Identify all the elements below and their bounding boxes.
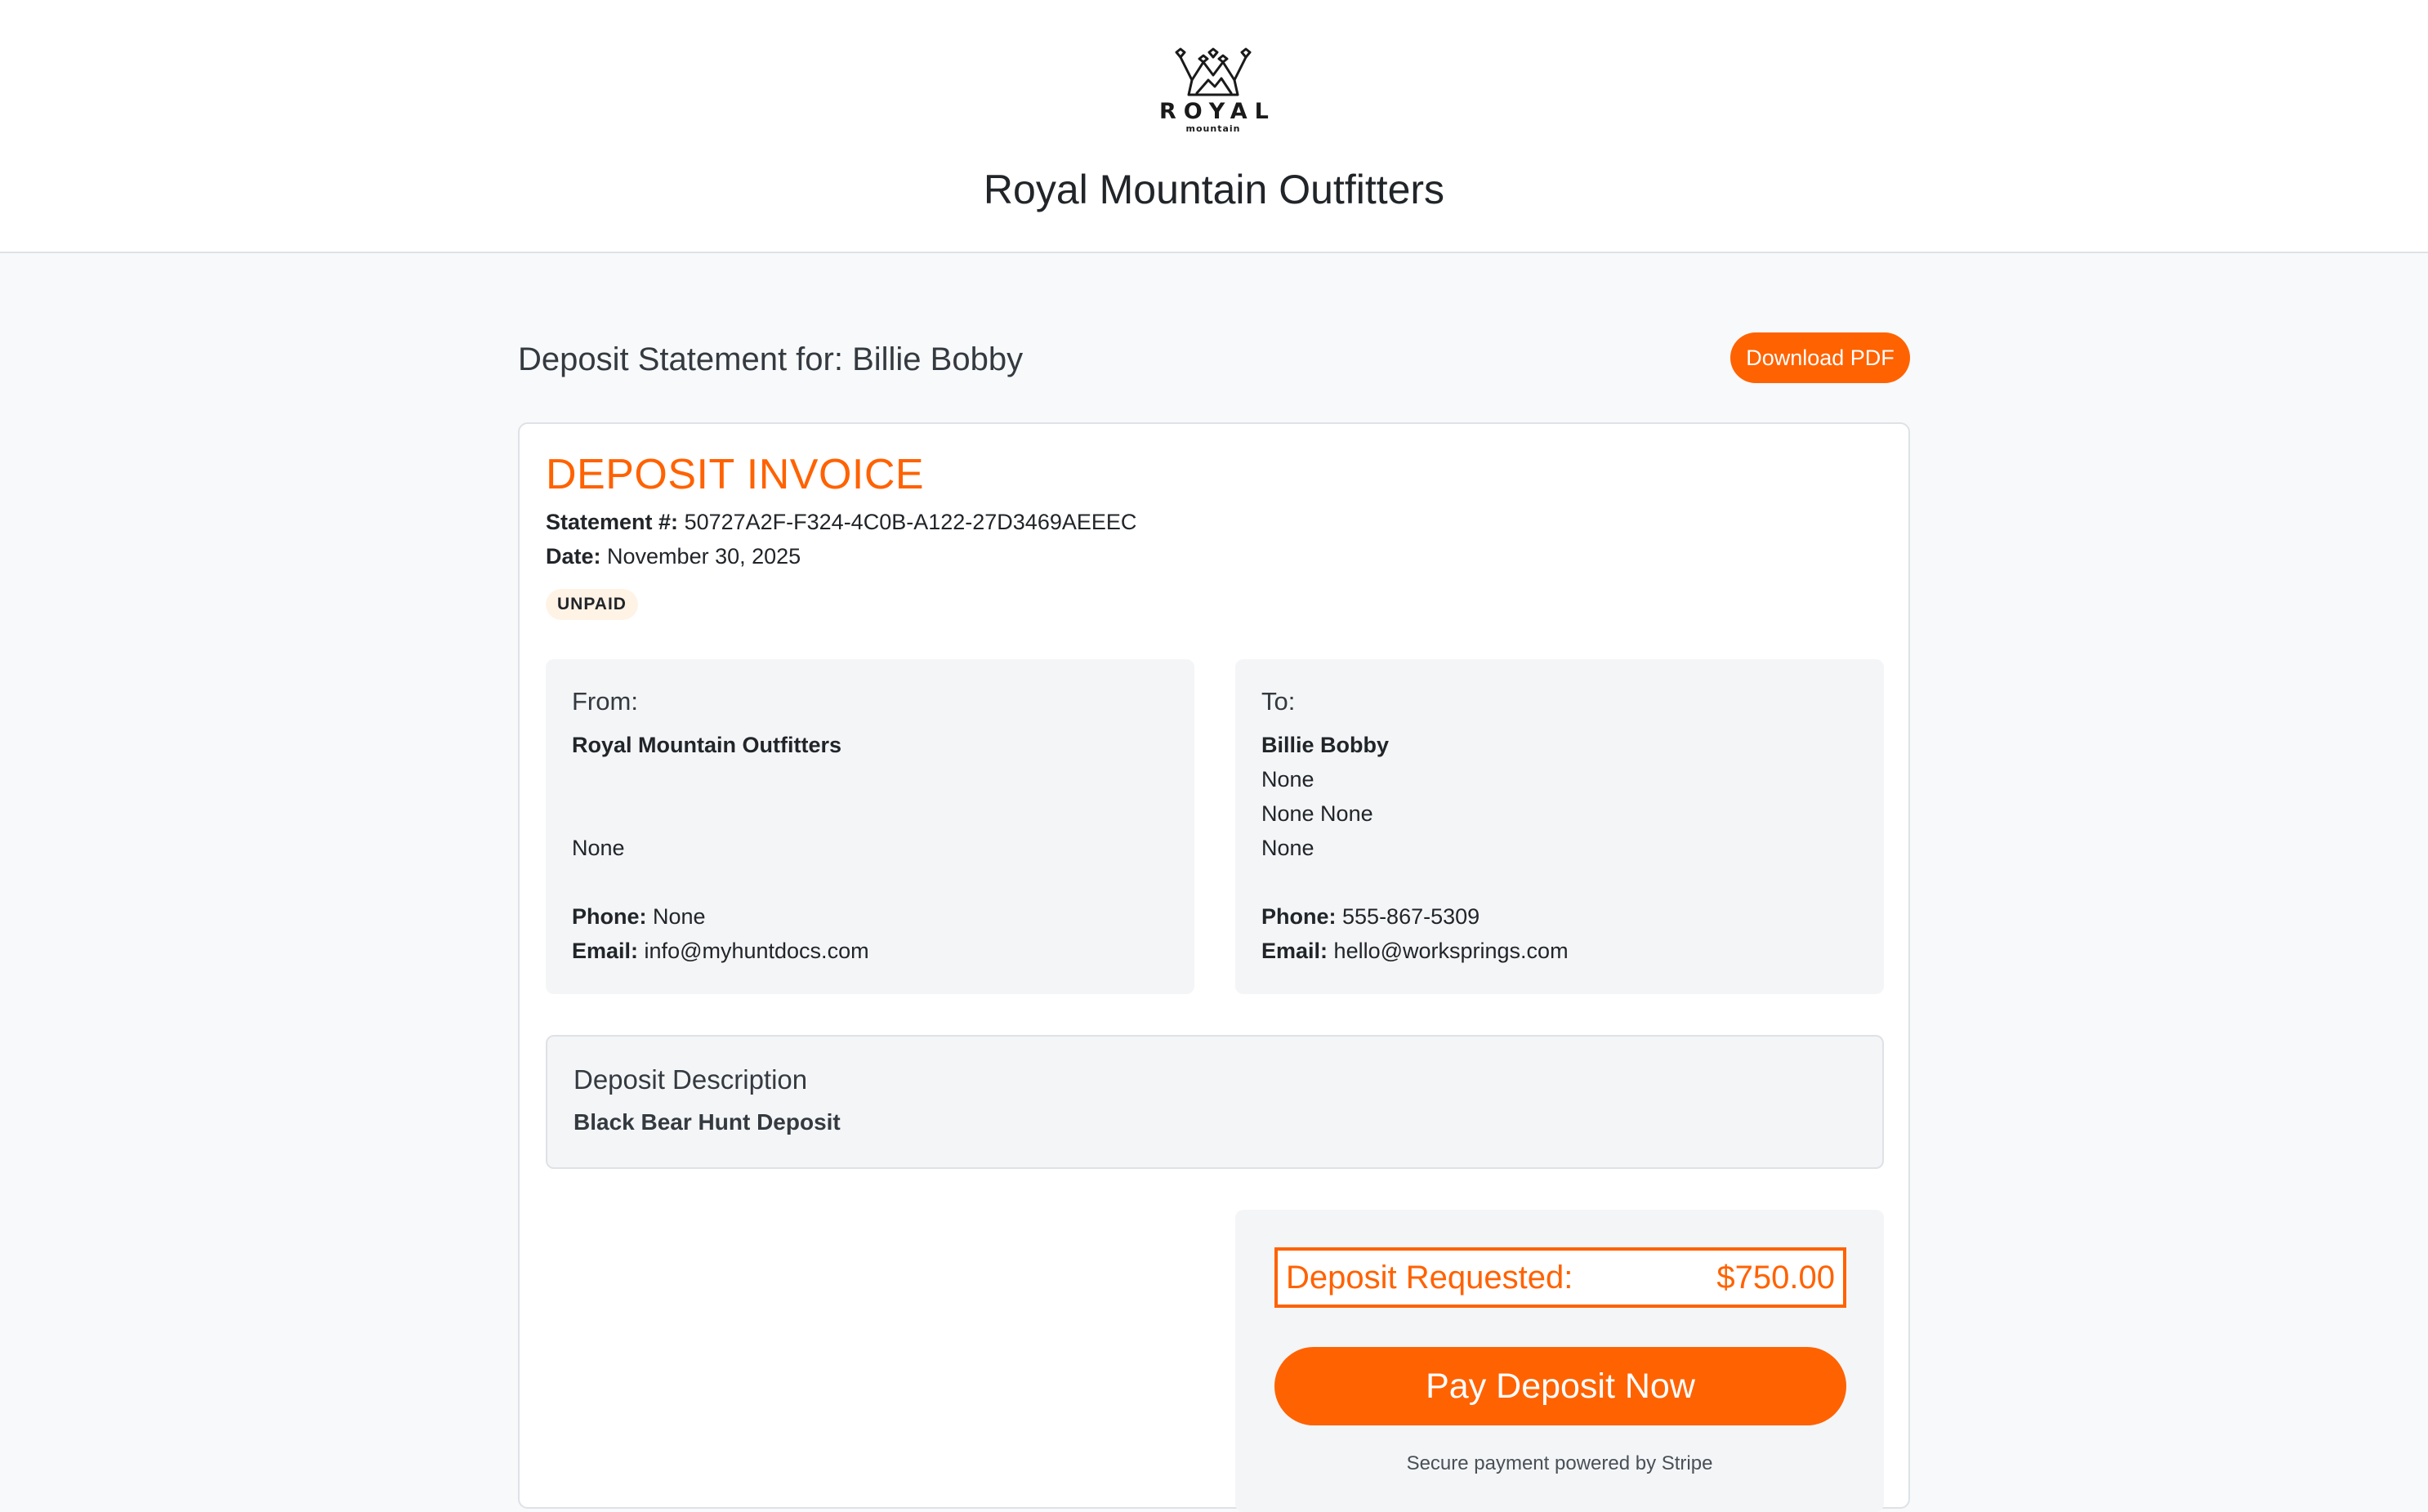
from-name: Royal Mountain Outfitters [572, 733, 841, 757]
from-phone-row [572, 899, 1168, 934]
spacer [1261, 865, 1858, 899]
from-address-line3: None [572, 836, 625, 860]
invoice-card [518, 422, 1910, 1509]
statement-number-row [546, 506, 1136, 538]
deposit-requested-amount: $750.00 [1716, 1259, 1835, 1296]
from-address-line2 [572, 796, 1168, 831]
statement-number: 50727A2F-F324-4C0B-A122-27D3469AEEEC [684, 510, 1137, 534]
to-phone: 555-867-5309 [1342, 904, 1480, 929]
deposit-requested-box [1274, 1247, 1846, 1308]
deposit-description-value: Black Bear Hunt Deposit [574, 1109, 841, 1135]
to-phone-label: Phone: [1261, 904, 1337, 929]
deposit-requested-label: Deposit Requested: [1286, 1259, 1573, 1296]
to-address-line1: None [1261, 767, 1314, 792]
to-phone-row [1261, 899, 1858, 934]
to-address-line2: None None [1261, 801, 1373, 826]
invoice-title: DEPOSIT INVOICE [546, 451, 925, 498]
secure-payment-note: Secure payment powered by Stripe [1406, 1452, 1713, 1474]
from-phone-label: Phone: [572, 904, 647, 929]
statement-heading: Deposit Statement for: Billie Bobby [518, 341, 1024, 377]
to-email-row [1261, 934, 1858, 968]
from-phone: None [653, 904, 706, 929]
logo-subtitle: mountain [1185, 123, 1241, 134]
to-address-line3: None [1261, 836, 1314, 860]
logo-wordmark: ROYAL [1159, 99, 1276, 124]
to-email: hello@worksprings.com [1333, 939, 1569, 963]
payment-panel [1235, 1210, 1884, 1512]
status-badge: UNPAID [546, 589, 638, 620]
spacer [572, 865, 1168, 899]
to-label: To: [1261, 687, 1296, 716]
date-row [546, 540, 801, 573]
royal-mountain-logo[interactable] [1152, 47, 1274, 144]
crown-mountain-icon [1172, 47, 1254, 98]
from-label: From: [572, 687, 638, 716]
from-box [546, 659, 1194, 994]
statement-number-label: Statement #: [546, 510, 679, 534]
to-email-label: Email: [1261, 939, 1328, 963]
date-label: Date: [546, 544, 601, 569]
to-box [1235, 659, 1884, 994]
download-pdf-button[interactable]: Download PDF [1730, 332, 1910, 383]
from-email-label: Email: [572, 939, 639, 963]
from-email: info@myhuntdocs.com [644, 939, 869, 963]
deposit-description-title: Deposit Description [574, 1064, 808, 1095]
deposit-description-box [546, 1035, 1884, 1169]
to-name: Billie Bobby [1261, 733, 1390, 757]
company-title: Royal Mountain Outfitters [983, 167, 1445, 212]
pay-deposit-button[interactable]: Pay Deposit Now [1274, 1347, 1846, 1425]
site-header [0, 0, 2428, 253]
from-email-row [572, 934, 1168, 968]
from-address-line1 [572, 762, 1168, 796]
invoice-date: November 30, 2025 [607, 544, 801, 569]
